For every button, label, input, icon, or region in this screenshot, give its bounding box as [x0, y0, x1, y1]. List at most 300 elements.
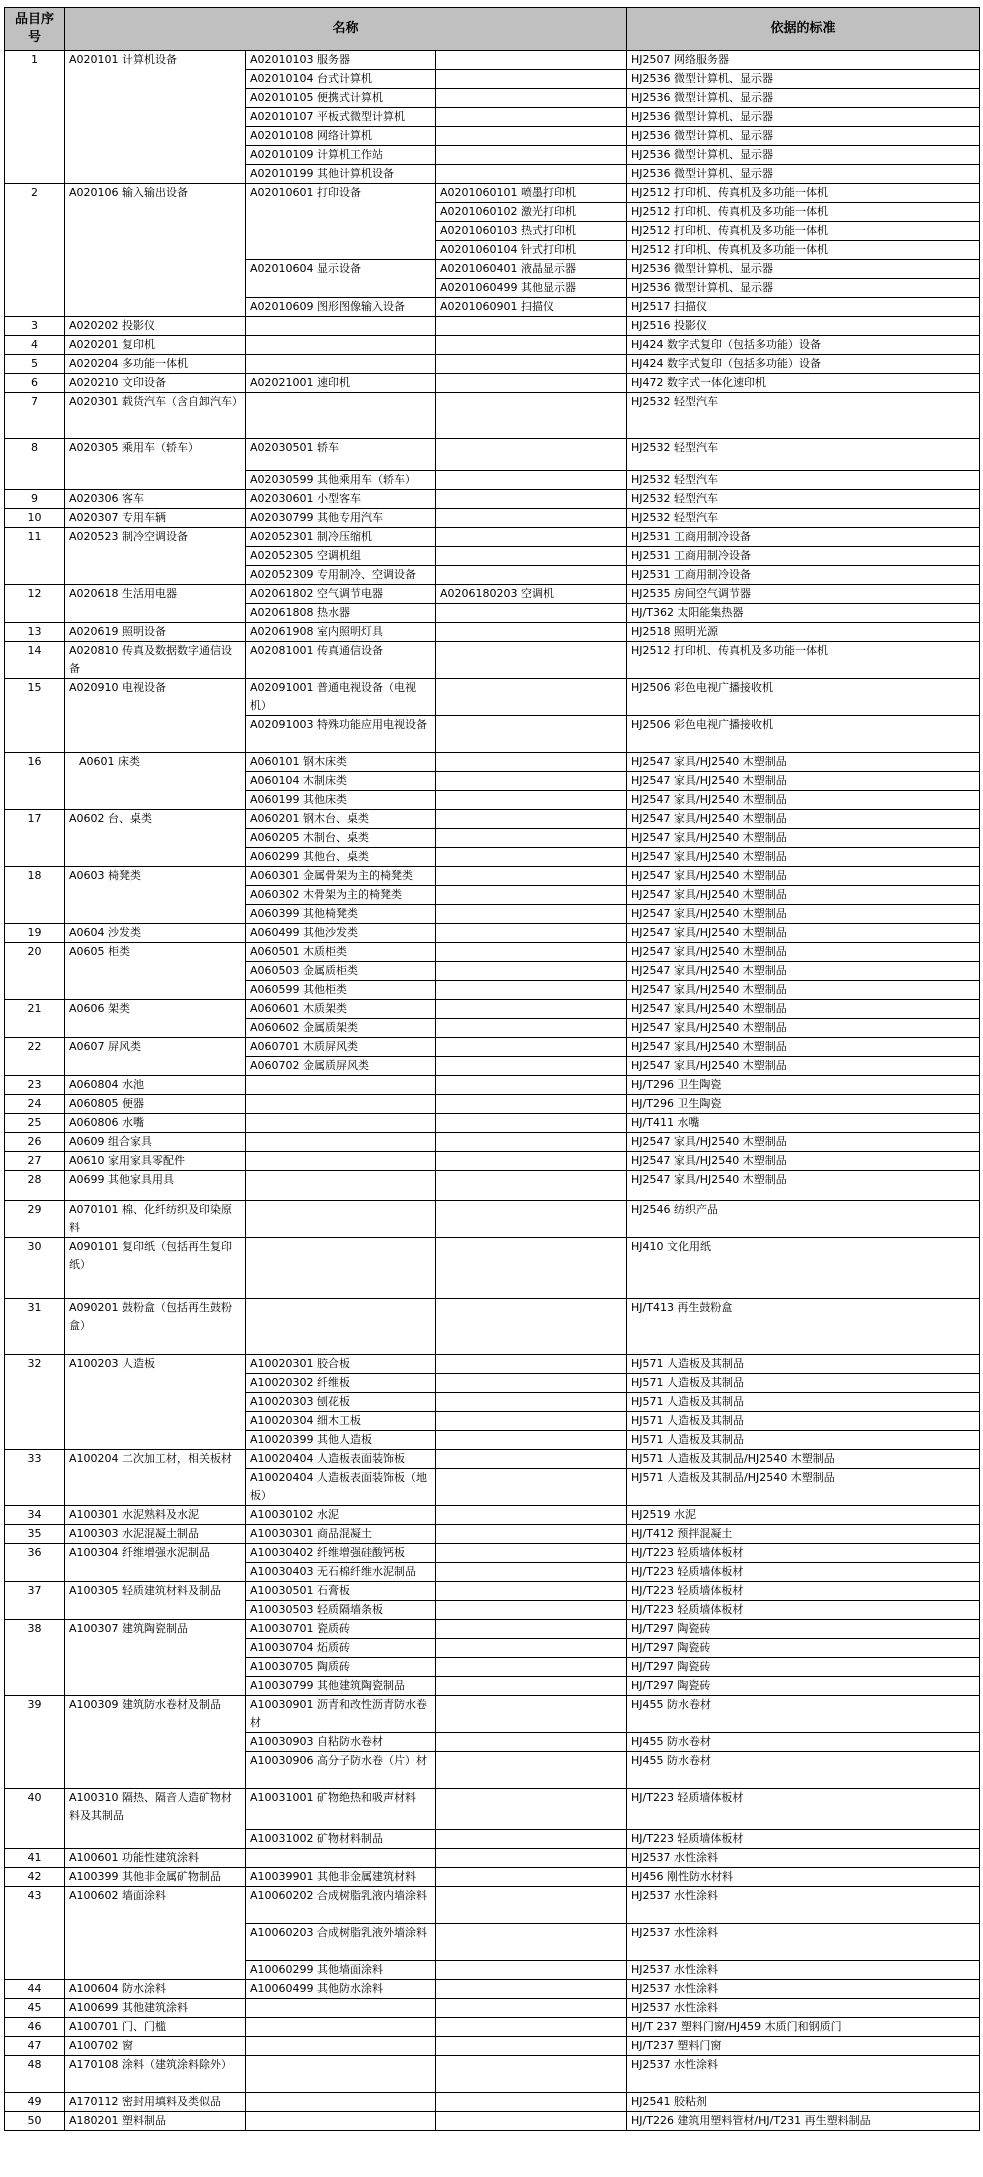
- standard-cell: HJ2547 家具/HJ2540 木塑制品: [627, 1000, 980, 1019]
- table-row: [5, 753, 980, 772]
- seq-cell: 23: [5, 1076, 65, 1095]
- category-l3-cell: [436, 1789, 627, 1830]
- standard-cell: HJ571 人造板及其制品: [627, 1355, 980, 1374]
- table-row: [5, 1887, 980, 1924]
- category-l2-cell: A060501 木质柜类: [246, 943, 436, 962]
- category-l2-cell: A02061808 热水器: [246, 604, 436, 623]
- category-l2-cell: A060701 木质屏风类: [246, 1038, 436, 1057]
- standard-cell: HJ2547 家具/HJ2540 木塑制品: [627, 886, 980, 905]
- category-l3-cell: [436, 1171, 627, 1201]
- table-row: [5, 1582, 980, 1601]
- category-l2-cell: A060302 木骨架为主的椅凳类: [246, 886, 436, 905]
- category-l2-cell: [246, 1114, 436, 1133]
- category-l3-cell: [436, 1980, 627, 1999]
- category-l2-cell: A060599 其他柜类: [246, 981, 436, 1000]
- category-l2-cell: A10030705 陶质砖: [246, 1658, 436, 1677]
- category-l3-cell: [436, 317, 627, 336]
- table-row: [5, 528, 980, 547]
- category-l3-cell: [436, 1469, 627, 1506]
- category-l2-cell: A02052309 专用制冷、空调设备: [246, 566, 436, 585]
- table-row: [5, 51, 980, 70]
- standard-cell: HJ2536 微型计算机、显示器: [627, 127, 980, 146]
- table-row: [5, 2037, 980, 2056]
- category-l3-cell: A0201060499 其他显示器: [436, 279, 627, 298]
- table-row: [5, 943, 980, 962]
- standard-cell: HJ2541 胶粘剂: [627, 2093, 980, 2112]
- category-l2-cell: A02061908 室内照明灯具: [246, 623, 436, 642]
- table-row: [5, 1152, 980, 1171]
- category-l2-cell: A02061802 空气调节电器: [246, 585, 436, 604]
- table-row: [5, 374, 980, 393]
- seq-cell: 36: [5, 1544, 65, 1582]
- standard-cell: HJ2536 微型计算机、显示器: [627, 108, 980, 127]
- table-row: [5, 1076, 980, 1095]
- category-l3-cell: [436, 981, 627, 1000]
- category-l2-cell: [246, 317, 436, 336]
- category-l2-cell: [246, 393, 436, 439]
- category-l3-cell: [436, 566, 627, 585]
- category-l2-cell: A10030301 商品混凝土: [246, 1525, 436, 1544]
- category-l2-cell: A10030903 自粘防水卷材: [246, 1733, 436, 1752]
- category-l1-cell: A170108 涂料（建筑涂料除外）: [65, 2056, 246, 2093]
- category-l3-cell: [436, 905, 627, 924]
- seq-cell: 3: [5, 317, 65, 336]
- standard-cell: HJ2547 家具/HJ2540 木塑制品: [627, 810, 980, 829]
- seq-cell: 6: [5, 374, 65, 393]
- category-l2-cell: [246, 355, 436, 374]
- category-l3-cell: [436, 1658, 627, 1677]
- standard-cell: HJ2537 水性涂料: [627, 1961, 980, 1980]
- standard-cell: HJ2537 水性涂料: [627, 1849, 980, 1868]
- category-l2-cell: A060201 钢木台、桌类: [246, 810, 436, 829]
- standard-cell: HJ2536 微型计算机、显示器: [627, 70, 980, 89]
- table-body: [5, 51, 980, 2131]
- category-l2-cell: A10030704 炻质砖: [246, 1639, 436, 1658]
- category-l1-cell: A020810 传真及数据数字通信设备: [65, 642, 246, 679]
- standard-cell: HJ2547 家具/HJ2540 木塑制品: [627, 1152, 980, 1171]
- standard-cell: HJ410 文化用纸: [627, 1238, 980, 1299]
- category-l1-cell: A100604 防水涂料: [65, 1980, 246, 1999]
- standard-cell: HJ2531 工商用制冷设备: [627, 566, 980, 585]
- category-l3-cell: [436, 393, 627, 439]
- standard-cell: HJ2536 微型计算机、显示器: [627, 260, 980, 279]
- standard-cell: HJ/T297 陶瓷砖: [627, 1620, 980, 1639]
- category-l2-cell: [246, 2112, 436, 2131]
- category-l2-cell: [246, 2056, 436, 2093]
- category-l2-cell: A10060202 合成树脂乳液内墙涂料: [246, 1887, 436, 1924]
- standard-cell: HJ2536 微型计算机、显示器: [627, 165, 980, 184]
- standard-cell: HJ2506 彩色电视广播接收机: [627, 716, 980, 753]
- category-l2-cell: A02010107 平板式微型计算机: [246, 108, 436, 127]
- seq-cell: 10: [5, 509, 65, 528]
- standard-cell: HJ2537 水性涂料: [627, 1887, 980, 1924]
- category-l1-cell: A020301 载货汽车（含自卸汽车）: [65, 393, 246, 439]
- category-l3-cell: [436, 1887, 627, 1924]
- standard-cell: HJ2547 家具/HJ2540 木塑制品: [627, 791, 980, 810]
- table-row: [5, 585, 980, 604]
- category-l3-cell: [436, 1733, 627, 1752]
- category-l1-cell: A060806 水嘴: [65, 1114, 246, 1133]
- category-l2-cell: [246, 2093, 436, 2112]
- category-l3-cell: A0201060103 热式打印机: [436, 222, 627, 241]
- seq-cell: 44: [5, 1980, 65, 1999]
- standard-cell: HJ/T223 轻质墙体板材: [627, 1544, 980, 1563]
- category-l3-cell: [436, 2093, 627, 2112]
- seq-cell: 27: [5, 1152, 65, 1171]
- category-l3-cell: [436, 810, 627, 829]
- category-l2-cell: A060602 金属质架类: [246, 1019, 436, 1038]
- standard-cell: HJ455 防水卷材: [627, 1752, 980, 1789]
- standard-cell: HJ424 数字式复印（包括多功能）设备: [627, 336, 980, 355]
- product-standards-table: [4, 7, 980, 2131]
- category-l1-cell: A100602 墙面涂料: [65, 1887, 246, 1980]
- category-l3-cell: [436, 1152, 627, 1171]
- table-row: [5, 184, 980, 203]
- seq-cell: 38: [5, 1620, 65, 1696]
- category-l1-cell: A020618 生活用电器: [65, 585, 246, 623]
- category-l3-cell: A0201060102 激光打印机: [436, 203, 627, 222]
- header-seq: 品目序号: [5, 8, 65, 51]
- standard-cell: HJ/T 237 塑料门窗/HJ459 木质门和钢质门: [627, 2018, 980, 2037]
- standard-cell: HJ2512 打印机、传真机及多功能一体机: [627, 184, 980, 203]
- category-l2-cell: A060601 木质架类: [246, 1000, 436, 1019]
- category-l3-cell: [436, 1582, 627, 1601]
- category-l3-cell: [436, 829, 627, 848]
- standard-cell: HJ/T223 轻质墙体板材: [627, 1563, 980, 1582]
- category-l3-cell: [436, 2056, 627, 2093]
- standard-cell: HJ/T297 陶瓷砖: [627, 1639, 980, 1658]
- standard-cell: HJ2512 打印机、传真机及多功能一体机: [627, 222, 980, 241]
- seq-cell: 46: [5, 2018, 65, 2037]
- category-l1-cell: A100699 其他建筑涂料: [65, 1999, 246, 2018]
- seq-cell: 5: [5, 355, 65, 374]
- category-l3-cell: [436, 642, 627, 679]
- seq-cell: 22: [5, 1038, 65, 1076]
- category-l3-cell: [436, 1393, 627, 1412]
- standard-cell: HJ2547 家具/HJ2540 木塑制品: [627, 848, 980, 867]
- category-l2-cell: A10060299 其他墙面涂料: [246, 1961, 436, 1980]
- category-l2-cell: A02030799 其他专用汽车: [246, 509, 436, 528]
- category-l3-cell: [436, 1961, 627, 1980]
- standard-cell: HJ/T223 轻质墙体板材: [627, 1601, 980, 1620]
- standard-cell: HJ2547 家具/HJ2540 木塑制品: [627, 1019, 980, 1038]
- category-l3-cell: [436, 1095, 627, 1114]
- category-l1-cell: A0604 沙发类: [65, 924, 246, 943]
- category-l3-cell: [436, 604, 627, 623]
- category-l2-cell: A060499 其他沙发类: [246, 924, 436, 943]
- seq-cell: 29: [5, 1201, 65, 1238]
- seq-cell: 37: [5, 1582, 65, 1620]
- standard-cell: HJ/T296 卫生陶瓷: [627, 1076, 980, 1095]
- table-row: [5, 2112, 980, 2131]
- category-l2-cell: [246, 1201, 436, 1238]
- standard-cell: HJ/T362 太阳能集热器: [627, 604, 980, 623]
- standard-cell: HJ2532 轻型汽车: [627, 490, 980, 509]
- category-l1-cell: A100309 建筑防水卷材及制品: [65, 1696, 246, 1789]
- category-l3-cell: [436, 1525, 627, 1544]
- table-row: [5, 1868, 980, 1887]
- standard-cell: HJ571 人造板及其制品/HJ2540 木塑制品: [627, 1450, 980, 1469]
- category-l1-cell: A020210 文印设备: [65, 374, 246, 393]
- standard-cell: HJ2535 房间空气调节器: [627, 585, 980, 604]
- table-row: [5, 509, 980, 528]
- category-l1-cell: A020619 照明设备: [65, 623, 246, 642]
- category-l2-cell: A10060499 其他防水涂料: [246, 1980, 436, 1999]
- table-row: [5, 1999, 980, 2018]
- standard-cell: HJ2547 家具/HJ2540 木塑制品: [627, 772, 980, 791]
- category-l1-cell: A100304 纤维增强水泥制品: [65, 1544, 246, 1582]
- category-l2-cell: A10030901 沥青和改性沥青防水卷材: [246, 1696, 436, 1733]
- category-l3-cell: [436, 1299, 627, 1355]
- category-l3-cell: [436, 1133, 627, 1152]
- category-l2-cell: [246, 336, 436, 355]
- category-l2-cell: [246, 1238, 436, 1299]
- category-l1-cell: A100301 水泥熟料及水泥: [65, 1506, 246, 1525]
- category-l2-cell: A02010103 服务器: [246, 51, 436, 70]
- seq-cell: 4: [5, 336, 65, 355]
- category-l2-cell: A10020404 人造板表面装饰板: [246, 1450, 436, 1469]
- category-l2-cell: A10060203 合成树脂乳液外墙涂料: [246, 1924, 436, 1961]
- category-l1-cell: A0609 组合家具: [65, 1133, 246, 1152]
- category-l3-cell: [436, 1374, 627, 1393]
- category-l2-cell: A02030601 小型客车: [246, 490, 436, 509]
- standard-cell: HJ424 数字式复印（包括多功能）设备: [627, 355, 980, 374]
- table-header-row: [5, 8, 980, 51]
- category-l3-cell: A0201060901 扫描仪: [436, 298, 627, 317]
- category-l3-cell: [436, 772, 627, 791]
- category-l2-cell: A10030906 高分子防水卷（片）材: [246, 1752, 436, 1789]
- table-row: [5, 1038, 980, 1057]
- category-l2-cell: A10031001 矿物绝热和吸声材料: [246, 1789, 436, 1830]
- standard-cell: HJ571 人造板及其制品: [627, 1393, 980, 1412]
- category-l2-cell: A02091003 特殊功能应用电视设备: [246, 716, 436, 753]
- table-row: [5, 679, 980, 716]
- category-l1-cell: A0606 架类: [65, 1000, 246, 1038]
- category-l3-cell: [436, 791, 627, 810]
- category-l3-cell: [436, 547, 627, 566]
- category-l2-cell: A02010601 打印设备: [246, 184, 436, 260]
- standard-cell: HJ2547 家具/HJ2540 木塑制品: [627, 753, 980, 772]
- category-l2-cell: A10020301 胶合板: [246, 1355, 436, 1374]
- standard-cell: HJ2519 水泥: [627, 1506, 980, 1525]
- category-l2-cell: A02010609 图形图像输入设备: [246, 298, 436, 317]
- seq-cell: 9: [5, 490, 65, 509]
- category-l2-cell: A060104 木制床类: [246, 772, 436, 791]
- category-l2-cell: A060101 钢木床类: [246, 753, 436, 772]
- table-row: [5, 1506, 980, 1525]
- category-l1-cell: A180201 塑料制品: [65, 2112, 246, 2131]
- standard-cell: HJ571 人造板及其制品: [627, 1374, 980, 1393]
- category-l1-cell: A100204 二次加工材，相关板材: [65, 1450, 246, 1506]
- category-l3-cell: [436, 1620, 627, 1639]
- category-l3-cell: [436, 528, 627, 547]
- category-l2-cell: A10030102 水泥: [246, 1506, 436, 1525]
- category-l1-cell: A020910 电视设备: [65, 679, 246, 753]
- category-l3-cell: [436, 679, 627, 716]
- category-l2-cell: A02010105 便携式计算机: [246, 89, 436, 108]
- standard-cell: HJ2516 投影仪: [627, 317, 980, 336]
- category-l1-cell: A090101 复印纸（包括再生复印纸）: [65, 1238, 246, 1299]
- seq-cell: 14: [5, 642, 65, 679]
- standard-cell: HJ2536 微型计算机、显示器: [627, 146, 980, 165]
- category-l2-cell: [246, 1171, 436, 1201]
- table-row: [5, 1696, 980, 1733]
- seq-cell: 19: [5, 924, 65, 943]
- category-l3-cell: A0201060401 液晶显示器: [436, 260, 627, 279]
- category-l2-cell: A10031002 矿物材料制品: [246, 1830, 436, 1849]
- category-l3-cell: [436, 1355, 627, 1374]
- seq-cell: 17: [5, 810, 65, 867]
- standard-cell: HJ455 防水卷材: [627, 1696, 980, 1733]
- category-l1-cell: A070101 棉、化纤纺织及印染原料: [65, 1201, 246, 1238]
- table-row: [5, 1238, 980, 1299]
- category-l2-cell: A060399 其他椅凳类: [246, 905, 436, 924]
- standard-cell: HJ/T413 再生鼓粉盒: [627, 1299, 980, 1355]
- table-row: [5, 1620, 980, 1639]
- table-row: [5, 1789, 980, 1830]
- category-l2-cell: [246, 1999, 436, 2018]
- table-row: [5, 1525, 980, 1544]
- category-l1-cell: A0605 柜类: [65, 943, 246, 1000]
- seq-cell: 43: [5, 1887, 65, 1980]
- category-l3-cell: [436, 2037, 627, 2056]
- category-l1-cell: A060805 便器: [65, 1095, 246, 1114]
- category-l3-cell: [436, 1868, 627, 1887]
- category-l2-cell: [246, 1849, 436, 1868]
- category-l3-cell: [436, 1201, 627, 1238]
- category-l2-cell: A02081001 传真通信设备: [246, 642, 436, 679]
- category-l2-cell: [246, 2037, 436, 2056]
- category-l2-cell: A02030599 其他乘用车（轿车）: [246, 471, 436, 490]
- category-l2-cell: A060205 木制台、桌类: [246, 829, 436, 848]
- category-l3-cell: [436, 716, 627, 753]
- category-l3-cell: [436, 1431, 627, 1450]
- category-l2-cell: A10020399 其他人造板: [246, 1431, 436, 1450]
- category-l3-cell: [436, 70, 627, 89]
- table-row: [5, 867, 980, 886]
- seq-cell: 49: [5, 2093, 65, 2112]
- category-l1-cell: A100305 轻质建筑材料及制品: [65, 1582, 246, 1620]
- category-l2-cell: A060702 金属质屏风类: [246, 1057, 436, 1076]
- standard-cell: HJ2547 家具/HJ2540 木塑制品: [627, 867, 980, 886]
- table-row: [5, 2093, 980, 2112]
- seq-cell: 35: [5, 1525, 65, 1544]
- category-l2-cell: A10020302 纤维板: [246, 1374, 436, 1393]
- standard-cell: HJ456 刚性防水材料: [627, 1868, 980, 1887]
- standard-cell: HJ2547 家具/HJ2540 木塑制品: [627, 962, 980, 981]
- category-l2-cell: [246, 1152, 436, 1171]
- category-l1-cell: A100701 门、门槛: [65, 2018, 246, 2037]
- seq-cell: 30: [5, 1238, 65, 1299]
- category-l2-cell: A10030402 纤维增强硅酸钙板: [246, 1544, 436, 1563]
- seq-cell: 13: [5, 623, 65, 642]
- standard-cell: HJ2512 打印机、传真机及多功能一体机: [627, 241, 980, 260]
- category-l3-cell: [436, 374, 627, 393]
- category-l2-cell: A02010109 计算机工作站: [246, 146, 436, 165]
- standard-cell: HJ/T412 预拌混凝土: [627, 1525, 980, 1544]
- standard-cell: HJ2506 彩色电视广播接收机: [627, 679, 980, 716]
- seq-cell: 45: [5, 1999, 65, 2018]
- table-row: [5, 1299, 980, 1355]
- table-row: [5, 393, 980, 439]
- table-row: [5, 642, 980, 679]
- category-l3-cell: [436, 509, 627, 528]
- standard-cell: HJ571 人造板及其制品/HJ2540 木塑制品: [627, 1469, 980, 1506]
- seq-cell: 2: [5, 184, 65, 317]
- category-l3-cell: A0201060101 喷墨打印机: [436, 184, 627, 203]
- category-l2-cell: [246, 2018, 436, 2037]
- seq-cell: 18: [5, 867, 65, 924]
- category-l3-cell: [436, 1601, 627, 1620]
- category-l3-cell: [436, 2112, 627, 2131]
- category-l2-cell: A10030799 其他建筑陶瓷制品: [246, 1677, 436, 1696]
- category-l3-cell: [436, 490, 627, 509]
- standard-cell: HJ2532 轻型汽车: [627, 471, 980, 490]
- standard-cell: HJ2547 家具/HJ2540 木塑制品: [627, 829, 980, 848]
- category-l2-cell: A02052305 空调机组: [246, 547, 436, 566]
- seq-cell: 11: [5, 528, 65, 585]
- category-l3-cell: [436, 108, 627, 127]
- seq-cell: 16: [5, 753, 65, 810]
- table-row: [5, 1171, 980, 1201]
- category-l3-cell: [436, 1999, 627, 2018]
- table-row: [5, 1355, 980, 1374]
- standard-cell: HJ/T297 陶瓷砖: [627, 1677, 980, 1696]
- standard-cell: HJ2532 轻型汽车: [627, 393, 980, 439]
- category-l1-cell: A020106 输入输出设备: [65, 184, 246, 317]
- standard-cell: HJ2531 工商用制冷设备: [627, 528, 980, 547]
- table-row: [5, 1980, 980, 1999]
- seq-cell: 1: [5, 51, 65, 184]
- category-l1-cell: A100307 建筑陶瓷制品: [65, 1620, 246, 1696]
- seq-cell: 15: [5, 679, 65, 753]
- standard-cell: HJ2546 纺织产品: [627, 1201, 980, 1238]
- seq-cell: 25: [5, 1114, 65, 1133]
- category-l1-cell: A170112 密封用填料及类似品: [65, 2093, 246, 2112]
- seq-cell: 41: [5, 1849, 65, 1868]
- category-l3-cell: [436, 1506, 627, 1525]
- table-row: [5, 490, 980, 509]
- category-l3-cell: [436, 1000, 627, 1019]
- table-row: [5, 2056, 980, 2093]
- category-l3-cell: [436, 1450, 627, 1469]
- category-l2-cell: A060301 金属骨架为主的椅凳类: [246, 867, 436, 886]
- category-l2-cell: A10030701 瓷质砖: [246, 1620, 436, 1639]
- category-l1-cell: A0602 台、桌类: [65, 810, 246, 867]
- seq-cell: 33: [5, 1450, 65, 1506]
- category-l3-cell: [436, 165, 627, 184]
- category-l2-cell: A060503 金属质柜类: [246, 962, 436, 981]
- standard-cell: HJ2547 家具/HJ2540 木塑制品: [627, 1171, 980, 1201]
- standard-cell: HJ/T223 轻质墙体板材: [627, 1830, 980, 1849]
- standard-cell: HJ/T411 水嘴: [627, 1114, 980, 1133]
- standard-cell: HJ571 人造板及其制品: [627, 1431, 980, 1450]
- seq-cell: 26: [5, 1133, 65, 1152]
- category-l3-cell: [436, 943, 627, 962]
- category-l1-cell: A100601 功能性建筑涂料: [65, 1849, 246, 1868]
- table-row: [5, 1544, 980, 1563]
- standard-cell: HJ2537 水性涂料: [627, 1980, 980, 1999]
- table-row: [5, 1095, 980, 1114]
- category-l2-cell: A10020304 细木工板: [246, 1412, 436, 1431]
- category-l3-cell: [436, 1639, 627, 1658]
- category-l1-cell: A100303 水泥混凝土制品: [65, 1525, 246, 1544]
- standard-cell: HJ/T226 建筑用塑料管材/HJ/T231 再生塑料制品: [627, 2112, 980, 2131]
- standard-cell: HJ2537 水性涂料: [627, 1924, 980, 1961]
- table-row: [5, 355, 980, 374]
- category-l3-cell: [436, 1038, 627, 1057]
- category-l1-cell: A020202 投影仪: [65, 317, 246, 336]
